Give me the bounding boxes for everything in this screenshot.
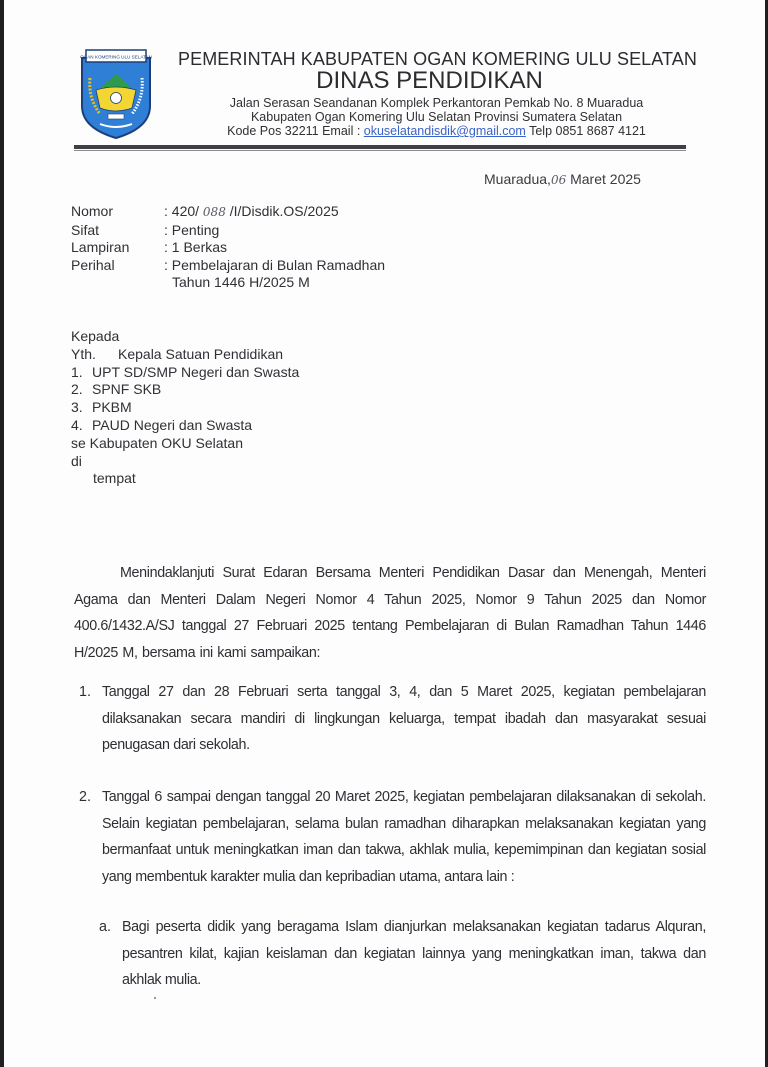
recipient-item-text: SPNF SKB xyxy=(92,381,162,398)
meta-row-perihal xyxy=(71,257,385,275)
lampiran-label: Lampiran xyxy=(71,239,130,255)
kepada-label: Kepada xyxy=(71,328,120,344)
intro-paragraph xyxy=(74,560,706,666)
point-item xyxy=(79,679,706,759)
postal-code-label: Kode Pos 32211 Email : xyxy=(227,124,364,138)
date-month-year: Maret 2025 xyxy=(566,171,641,187)
letterhead-divider-thin xyxy=(74,150,686,151)
recipient-region: se Kabupaten OKU Selatan xyxy=(71,434,244,451)
date-place: Muaradua, xyxy=(484,171,551,187)
subpoint-letter: a. xyxy=(99,919,111,935)
intro-text: Menindaklanjuti Surat Edaran Bersama Menteri Pendidikan Dasar dan Menengah, Menteri Agama dan Menteri Dalam Negeri Nomor 4 Tahun 2025, Nomor 9 Tahun 2025 dan Nomor 400.6/1432.A/SJ tanggal 27 Februari 2025 tentang Pembelajaran di Bulan Ramadhan Tahun 1446 H/2025 M, bersama ini kami sampaikan: xyxy=(74,565,706,661)
recipient-item xyxy=(71,364,299,382)
point-text: Tanggal 27 dan 28 Februari serta tanggal 3, 4, dan 5 Maret 2025, kegiatan pembelajaran dilaksanakan secara mandiri di lingkungan keluarga, tempat ibadah dan masyarakat sesuai penugasan dari sekolah. xyxy=(102,684,706,753)
nomor-prefix: : 420/ xyxy=(164,203,203,219)
address-line-2: Kabupaten Ogan Komering Ulu Selatan Provinsi Sumatera Selatan xyxy=(250,110,623,124)
scan-speck xyxy=(154,997,156,999)
sifat-value: : Penting xyxy=(164,221,220,238)
department-name: DINAS PENDIDIKAN xyxy=(316,67,543,94)
point-item xyxy=(79,784,706,890)
recipient-item-number: 3. xyxy=(71,399,83,416)
recipient-item-text: PAUD Negeri dan Swasta xyxy=(92,416,253,433)
recipient-item xyxy=(71,417,299,435)
perihal-label: Perihal xyxy=(71,256,115,273)
point-number: 1. xyxy=(79,684,91,700)
subpoint-text: Bagi peserta didik yang beragama Islam dianjurkan melaksanakan kegiatan tadarus Alquran, pesantren kilat, kajian keislaman dan kegiatan lainnya yang meningkatkan iman, takwa dan akhlak mulia. xyxy=(122,919,706,988)
recipient-block xyxy=(71,328,299,488)
nomor-label: Nomor xyxy=(71,203,114,219)
yth-recipient: Kepala Satuan Pendidikan xyxy=(118,345,284,362)
sifat-label: Sifat xyxy=(71,221,100,238)
handwritten-number: 088 xyxy=(202,205,226,219)
recipient-item-number: 2. xyxy=(71,381,83,398)
recipient-item xyxy=(71,381,299,399)
email-link[interactable]: okuselatandisdik@gmail.com xyxy=(363,124,526,138)
letter-meta xyxy=(71,203,385,292)
perihal-continuation: Tahun 1446 H/2025 M xyxy=(172,274,310,290)
svg-text:OGAN KOMERING ULU SELATAN: OGAN KOMERING ULU SELATAN xyxy=(80,54,152,60)
meta-row-lampiran xyxy=(71,239,385,257)
tempat-label: tempat xyxy=(93,470,136,487)
recipient-item xyxy=(71,399,299,417)
nomor-value xyxy=(164,203,339,222)
recipient-item-number: 4. xyxy=(71,416,83,433)
point-text: Tanggal 6 sampai dengan tanggal 20 Maret 2025, kegiatan pembelajaran dilaksanakan di sekolah. Selain kegiatan pembelajaran, selama bulan ramadhan diharapkan melaksanakan kegiatan yang bermanfaat untuk meningkatkan iman dan takwa, akhlak mulia, kepemimpinan dan kegiatan sosial yang membentuk karakter mulia dan kepribadian utama, antara lain : xyxy=(102,789,706,885)
yth-line xyxy=(71,346,299,364)
document-page xyxy=(4,0,765,1067)
yth-label: Yth. xyxy=(71,345,96,362)
address-line-1: Jalan Serasan Seandanan Komplek Perkantoran Pemkab No. 8 Muaradua xyxy=(229,96,644,110)
point-number: 2. xyxy=(79,789,91,805)
recipient-item-text: UPT SD/SMP Negeri dan Swasta xyxy=(92,363,300,380)
subpoint-item xyxy=(99,914,706,994)
di-label: di xyxy=(71,452,82,469)
meta-row-nomor xyxy=(71,203,385,222)
recipient-item-number: 1. xyxy=(71,363,83,380)
meta-row-sifat xyxy=(71,222,385,240)
contact-line xyxy=(4,124,765,138)
phone-number: Telp 0851 8687 4121 xyxy=(525,124,646,138)
government-name: PEMERINTAH KABUPATEN OGAN KOMERING ULU SELATAN xyxy=(178,49,698,69)
lampiran-value: : 1 Berkas xyxy=(164,239,228,255)
letterhead-divider xyxy=(74,145,686,149)
nomor-suffix: /I/Disdik.OS/2025 xyxy=(225,203,339,219)
perihal-value: : Pembelajaran di Bulan Ramadhan xyxy=(164,256,386,273)
letter-date xyxy=(484,171,641,187)
handwritten-day: 06 xyxy=(550,173,567,187)
recipient-item-text: PKBM xyxy=(92,399,132,416)
